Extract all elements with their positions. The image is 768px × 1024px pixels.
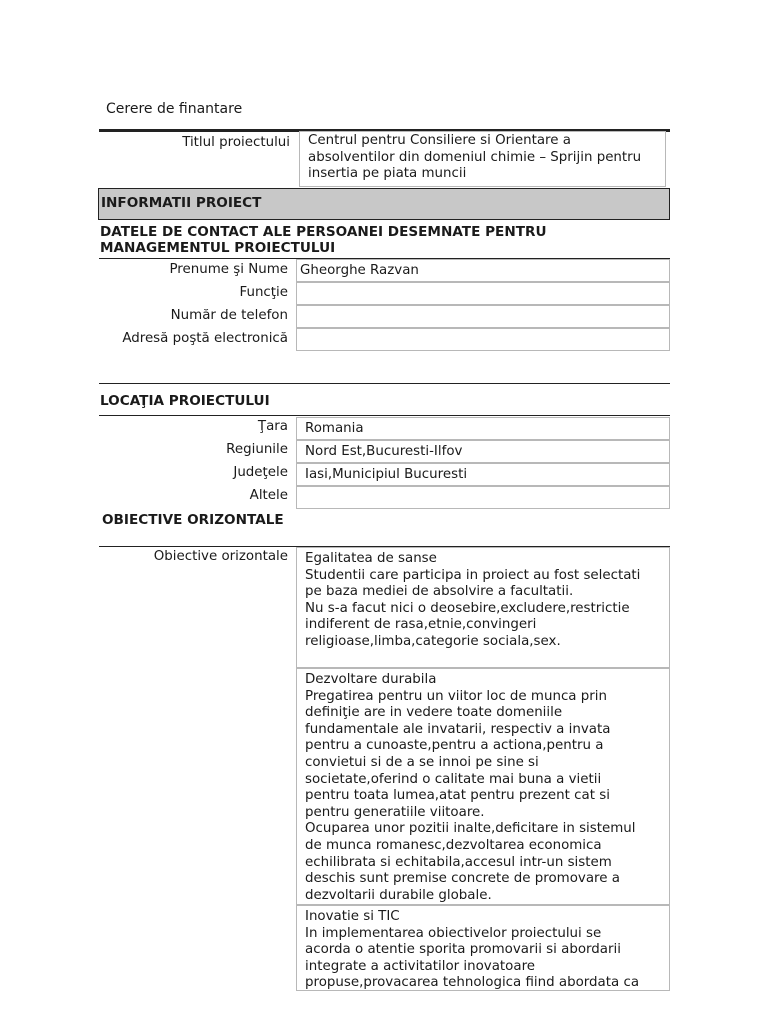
location-label-country: Ţara (257, 419, 288, 434)
objectives-label: Obiective orizontale (153, 549, 288, 564)
project-title-text: Centrul pentru Consiliere si Orientare a absolventilor din domeniul chimie – Sprijin pentru insertia pe piata muncii (308, 133, 642, 182)
contact-heading: DATELE DE CONTACT ALE PERSOANEI DESEMNATE PENTRU MANAGEMENTUL PROIECTULUI (100, 224, 547, 256)
contact-label-email: Adresă poştă electronică (122, 331, 288, 346)
location-label-counties: Judeţele (233, 465, 288, 480)
location-top-rule (99, 383, 670, 384)
location-rule (99, 415, 670, 416)
objective-innovation-ict: Inovatie si TIC In implementarea obiectivelor proiectului se acorda o atentie sporita promovarii si abordarii integrate a activitatilor inovatoare propuse,provacarea tehnologica fiind abordata ca (296, 905, 670, 991)
location-value-other (296, 486, 670, 509)
contact-value-phone (296, 305, 670, 328)
location-label-other: Altele (249, 488, 288, 503)
contact-value-function (296, 282, 670, 305)
document-title: Cerere de finantare (106, 101, 243, 117)
location-value-regions: Nord Est,Bucuresti-Ilfov (296, 440, 670, 463)
contact-label-function: Funcţie (239, 285, 288, 300)
contact-label-phone: Număr de telefon (170, 308, 288, 323)
location-heading: LOCAŢIA PROIECTULUI (100, 393, 270, 409)
location-value-counties: Iasi,Municipiul Bucuresti (296, 463, 670, 486)
location-label-regions: Regiunile (226, 442, 288, 457)
location-value-country: Romania (296, 417, 670, 440)
objectives-heading: OBIECTIVE ORIZONTALE (102, 512, 284, 528)
info-band: INFORMATII PROIECT (98, 188, 670, 220)
objective-sustainable-development: Dezvoltare durabila Pregatirea pentru un viitor loc de munca prin definiţie are in vedere toate domeniile fundamentale ale invatarii, respectiv a invata pentru a cunoaste,pentru a actiona,pentru a convietui si de a se innoi pe sine si societate,oferind o calitate mai buna a vietii pentru toata lumea,atat pentru prezent cat si pentru generatiile viitoare. Ocuparea unor pozitii inalte,deficitare in sistemul de munca romanesc,dezvoltarea economica echilibrata si echitabila,accesul intr-un sistem deschis sunt premise concrete de promovare a dezvoltarii durabile globale. (296, 668, 670, 905)
objective-equal-opportunities: Egalitatea de sanse Studentii care participa in proiect au fost selectati pe baza mediei de absolvire a facultatii. Nu s-a facut nici o deosebire,excludere,restrictie indiferent de rasa,etnie,convingeri religioase,limba,categorie sociala,sex. (296, 547, 670, 668)
project-title-value (299, 131, 666, 187)
contact-value-email (296, 328, 670, 351)
project-title-label: Titlul proiectului (182, 135, 290, 150)
contact-value-name: Gheorghe Razvan (296, 259, 670, 282)
contact-label-name: Prenume şi Nume (169, 262, 288, 277)
